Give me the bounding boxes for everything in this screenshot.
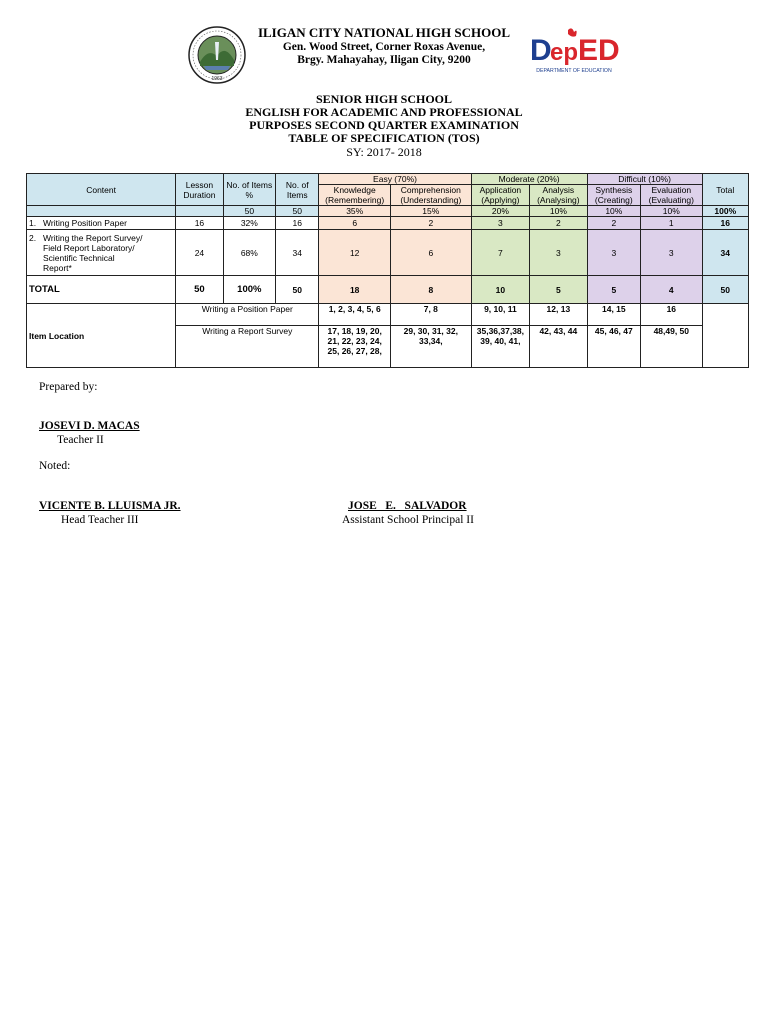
row-items-percent: 68% <box>223 230 275 276</box>
row-lesson-duration: 24 <box>176 230 223 276</box>
total-no-items: 50 <box>276 276 319 304</box>
pct-total: 100% <box>702 206 748 217</box>
row-evaluation: 3 <box>641 230 703 276</box>
loc-analysis: 12, 13 <box>530 304 587 326</box>
row-analysis: 3 <box>530 230 587 276</box>
loc-application: 35,36,37,38, 39, 40, 41, <box>471 326 529 368</box>
row-no-items: 16 <box>276 217 319 230</box>
row-total: 34 <box>702 230 748 276</box>
pct-lesson-duration <box>176 206 223 217</box>
header-application: Application (Applying) <box>471 185 529 206</box>
svg-text:ED: ED <box>578 34 620 67</box>
header-difficult: Difficult (10%) <box>587 174 702 185</box>
school-year: SY: 2017- 2018 <box>346 145 422 159</box>
row-analysis: 2 <box>530 217 587 230</box>
header-evaluation: Evaluation (Evaluating) <box>641 185 703 206</box>
row-total: 16 <box>702 217 748 230</box>
preparer-name: JOSEVI D. MACAS <box>39 420 140 432</box>
item-location-name: Writing a Position Paper <box>176 304 319 326</box>
total-comprehension: 8 <box>390 276 471 304</box>
item-location-row <box>27 304 749 326</box>
total-label: TOTAL <box>27 276 176 304</box>
header-lesson-duration: Lesson Duration <box>176 174 223 206</box>
pct-analysis: 10% <box>530 206 587 217</box>
pct-items-percent: 50 <box>223 206 275 217</box>
noter1-name: VICENTE B. LLUISMA JR. <box>39 500 181 512</box>
loc-knowledge: 1, 2, 3, 4, 5, 6 <box>319 304 391 326</box>
pct-synthesis: 10% <box>587 206 640 217</box>
row-knowledge: 6 <box>319 217 391 230</box>
item-location-label: Item Location <box>27 304 176 368</box>
total-row <box>27 276 749 304</box>
svg-text:DEPARTMENT OF EDUCATION: DEPARTMENT OF EDUCATION <box>536 68 612 74</box>
svg-text:D: D <box>530 34 552 67</box>
header-total: Total <box>702 174 748 206</box>
title-line4: TABLE OF SPECIFICATION (TOS) <box>288 131 480 145</box>
total-items-percent: 100% <box>223 276 275 304</box>
prepared-by-label: Prepared by: <box>39 381 98 393</box>
pct-comprehension: 15% <box>390 206 471 217</box>
row-content: 1. Writing Position Paper <box>27 217 176 230</box>
row-lesson-duration: 16 <box>176 217 223 230</box>
table-row <box>27 230 749 276</box>
total-analysis: 5 <box>530 276 587 304</box>
tos-table <box>26 173 749 368</box>
loc-comprehension: 7, 8 <box>390 304 471 326</box>
loc-synthesis: 14, 15 <box>587 304 640 326</box>
header-content: Content <box>27 174 176 206</box>
loc-application: 9, 10, 11 <box>471 304 529 326</box>
row-content: 2. Writing the Report Survey/ Field Report Laboratory/ Scientific Technical Report* <box>27 230 176 276</box>
school-name: ILIGAN CITY NATIONAL HIGH SCHOOL <box>257 25 511 40</box>
total-knowledge: 18 <box>319 276 391 304</box>
header-comprehension: Comprehension (Understanding) <box>390 185 471 206</box>
loc-analysis: 42, 43, 44 <box>530 326 587 368</box>
loc-knowledge: 17, 18, 19, 20, 21, 22, 23, 24, 25, 26, 27, 28, <box>319 326 391 368</box>
header-analysis: Analysis (Analysing) <box>530 185 587 206</box>
pct-knowledge: 35% <box>319 206 391 217</box>
row-comprehension: 2 <box>390 217 471 230</box>
row-synthesis: 2 <box>587 217 640 230</box>
loc-total <box>702 304 748 368</box>
school-address-line1: Gen. Wood Street, Corner Roxas Avenue, <box>282 41 486 53</box>
header-knowledge: Knowledge (Remembering) <box>319 185 391 206</box>
noted-label: Noted: <box>39 460 71 472</box>
row-no-items: 34 <box>276 230 319 276</box>
noter2-title: Assistant School Principal II <box>342 514 474 526</box>
pct-content <box>27 206 176 217</box>
header-synthesis: Synthesis (Creating) <box>587 185 640 206</box>
table-row <box>27 217 749 230</box>
row-items-percent: 32% <box>223 217 275 230</box>
total-lesson-duration: 50 <box>176 276 223 304</box>
row-application: 3 <box>471 217 529 230</box>
row-evaluation: 1 <box>641 217 703 230</box>
loc-evaluation: 48,49, 50 <box>641 326 703 368</box>
loc-comprehension: 29, 30, 31, 32, 33,34, <box>390 326 471 368</box>
header-moderate: Moderate (20%) <box>471 174 587 185</box>
header-items-percent: No. of Items % <box>223 174 275 206</box>
loc-evaluation: 16 <box>641 304 703 326</box>
svg-text:ep: ep <box>550 39 579 66</box>
total-evaluation: 4 <box>641 276 703 304</box>
pct-no-items: 50 <box>276 206 319 217</box>
svg-text:1963: 1963 <box>211 76 223 82</box>
noter2-name: JOSE E. SALVADOR <box>348 500 467 512</box>
pct-application: 20% <box>471 206 529 217</box>
header-no-items: No. of Items <box>276 174 319 206</box>
item-location-name: Writing a Report Survey <box>176 326 319 368</box>
school-address-line2: Brgy. Mahayahay, Iligan City, 9200 <box>297 54 471 66</box>
header-easy: Easy (70%) <box>319 174 471 185</box>
noter1-title: Head Teacher III <box>61 514 139 526</box>
title-line1: SENIOR HIGH SCHOOL <box>315 92 453 106</box>
row-knowledge: 12 <box>319 230 391 276</box>
total-total: 50 <box>702 276 748 304</box>
total-application: 10 <box>471 276 529 304</box>
pct-evaluation: 10% <box>641 206 703 217</box>
total-synthesis: 5 <box>587 276 640 304</box>
row-synthesis: 3 <box>587 230 640 276</box>
preparer-title: Teacher II <box>57 434 104 446</box>
row-comprehension: 6 <box>390 230 471 276</box>
row-application: 7 <box>471 230 529 276</box>
loc-synthesis: 45, 46, 47 <box>587 326 640 368</box>
title-line3: PURPOSES SECOND QUARTER EXAMINATION <box>249 118 519 132</box>
title-line2: ENGLISH FOR ACADEMIC AND PROFESSIONAL <box>245 105 523 119</box>
